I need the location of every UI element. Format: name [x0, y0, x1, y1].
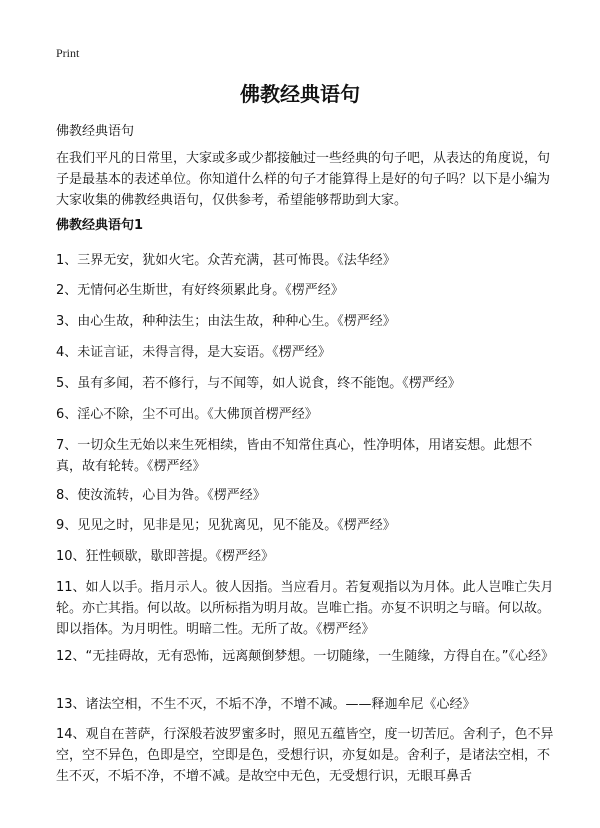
print-label: Print: [56, 46, 80, 60]
quote-item: 1、三界无安，犹如火宅。众苦充满，甚可怖畏。《法华经》: [56, 253, 396, 268]
page-title: 佛教经典语句: [240, 82, 360, 106]
quote-item: 13、诸法空相，不生不灭，不垢不净，不增不减。——释迦牟尼《心经》: [56, 697, 476, 712]
quote-item: 4、未证言证，未得言得，是大妄语。《楞严经》: [56, 345, 331, 360]
quote-item: 14、观自在菩萨，行深般若波罗蜜多时，照见五蕴皆空，度一切苦厄。舍利子，色不异空，空不异色，色即是空，空即是色，受想行识，亦复如是。舍利子，是诸法空相，不生不灭，不垢不净，不增不减。是故空中无色，无受想行识，无眼耳鼻舌: [56, 727, 554, 784]
quote-item: 8、使汝流转，心目为咎。《楞严经》: [56, 488, 266, 503]
subtitle: 佛教经典语句: [56, 124, 135, 139]
quote-item: 12、“无挂碍故，无有恐怖，远离颠倒梦想。一切随缘，一生随缘，方得自在。”《心经》: [56, 649, 555, 664]
intro-paragraph: 在我们平凡的日常里，大家或多或少都接触过一些经典的句子吧，从表达的角度说，句子是最基本的表述单位。你知道什么样的句子才能算得上是好的句子吗？以下是小编为大家收集的佛教经典语句，仅供参考，希望能够帮助到大家。: [56, 151, 551, 208]
quote-item: 10、狂性顿歇，歇即菩提。《楞严经》: [56, 549, 275, 564]
section-heading: 佛教经典语句1: [56, 218, 144, 233]
quote-item: 7、一切众生无始以来生死相续，皆由不知常住真心，性净明体，用诸妄想。此想不真，故有轮转。《楞严经》: [56, 438, 533, 474]
quote-item: 3、由心生故，种种法生；由法生故，种种心生。《楞严经》: [56, 314, 396, 329]
quote-item: 5、虽有多闻，若不修行，与不闻等，如人说食，终不能饱。《楞严经》: [56, 376, 461, 391]
quote-item: 9、见见之时，见非是见；见犹离见，见不能及。《楞严经》: [56, 518, 396, 533]
quote-item: 11、如人以手。指月示人。彼人因指。当应看月。若复观指以为月体。此人岂唯亡失月轮。亦亡其指。何以故。以所标指为明月故。岂唯亡指。亦复不识明之与暗。何以故。即以指体。为月明性。明暗二性。无所了故。《楞严经》: [56, 580, 554, 637]
quote-item: 2、无情何必生斯世，有好终须累此身。《楞严经》: [56, 283, 344, 298]
quote-item: 6、淫心不除，尘不可出。《大佛顶首楞严经》: [56, 407, 318, 422]
